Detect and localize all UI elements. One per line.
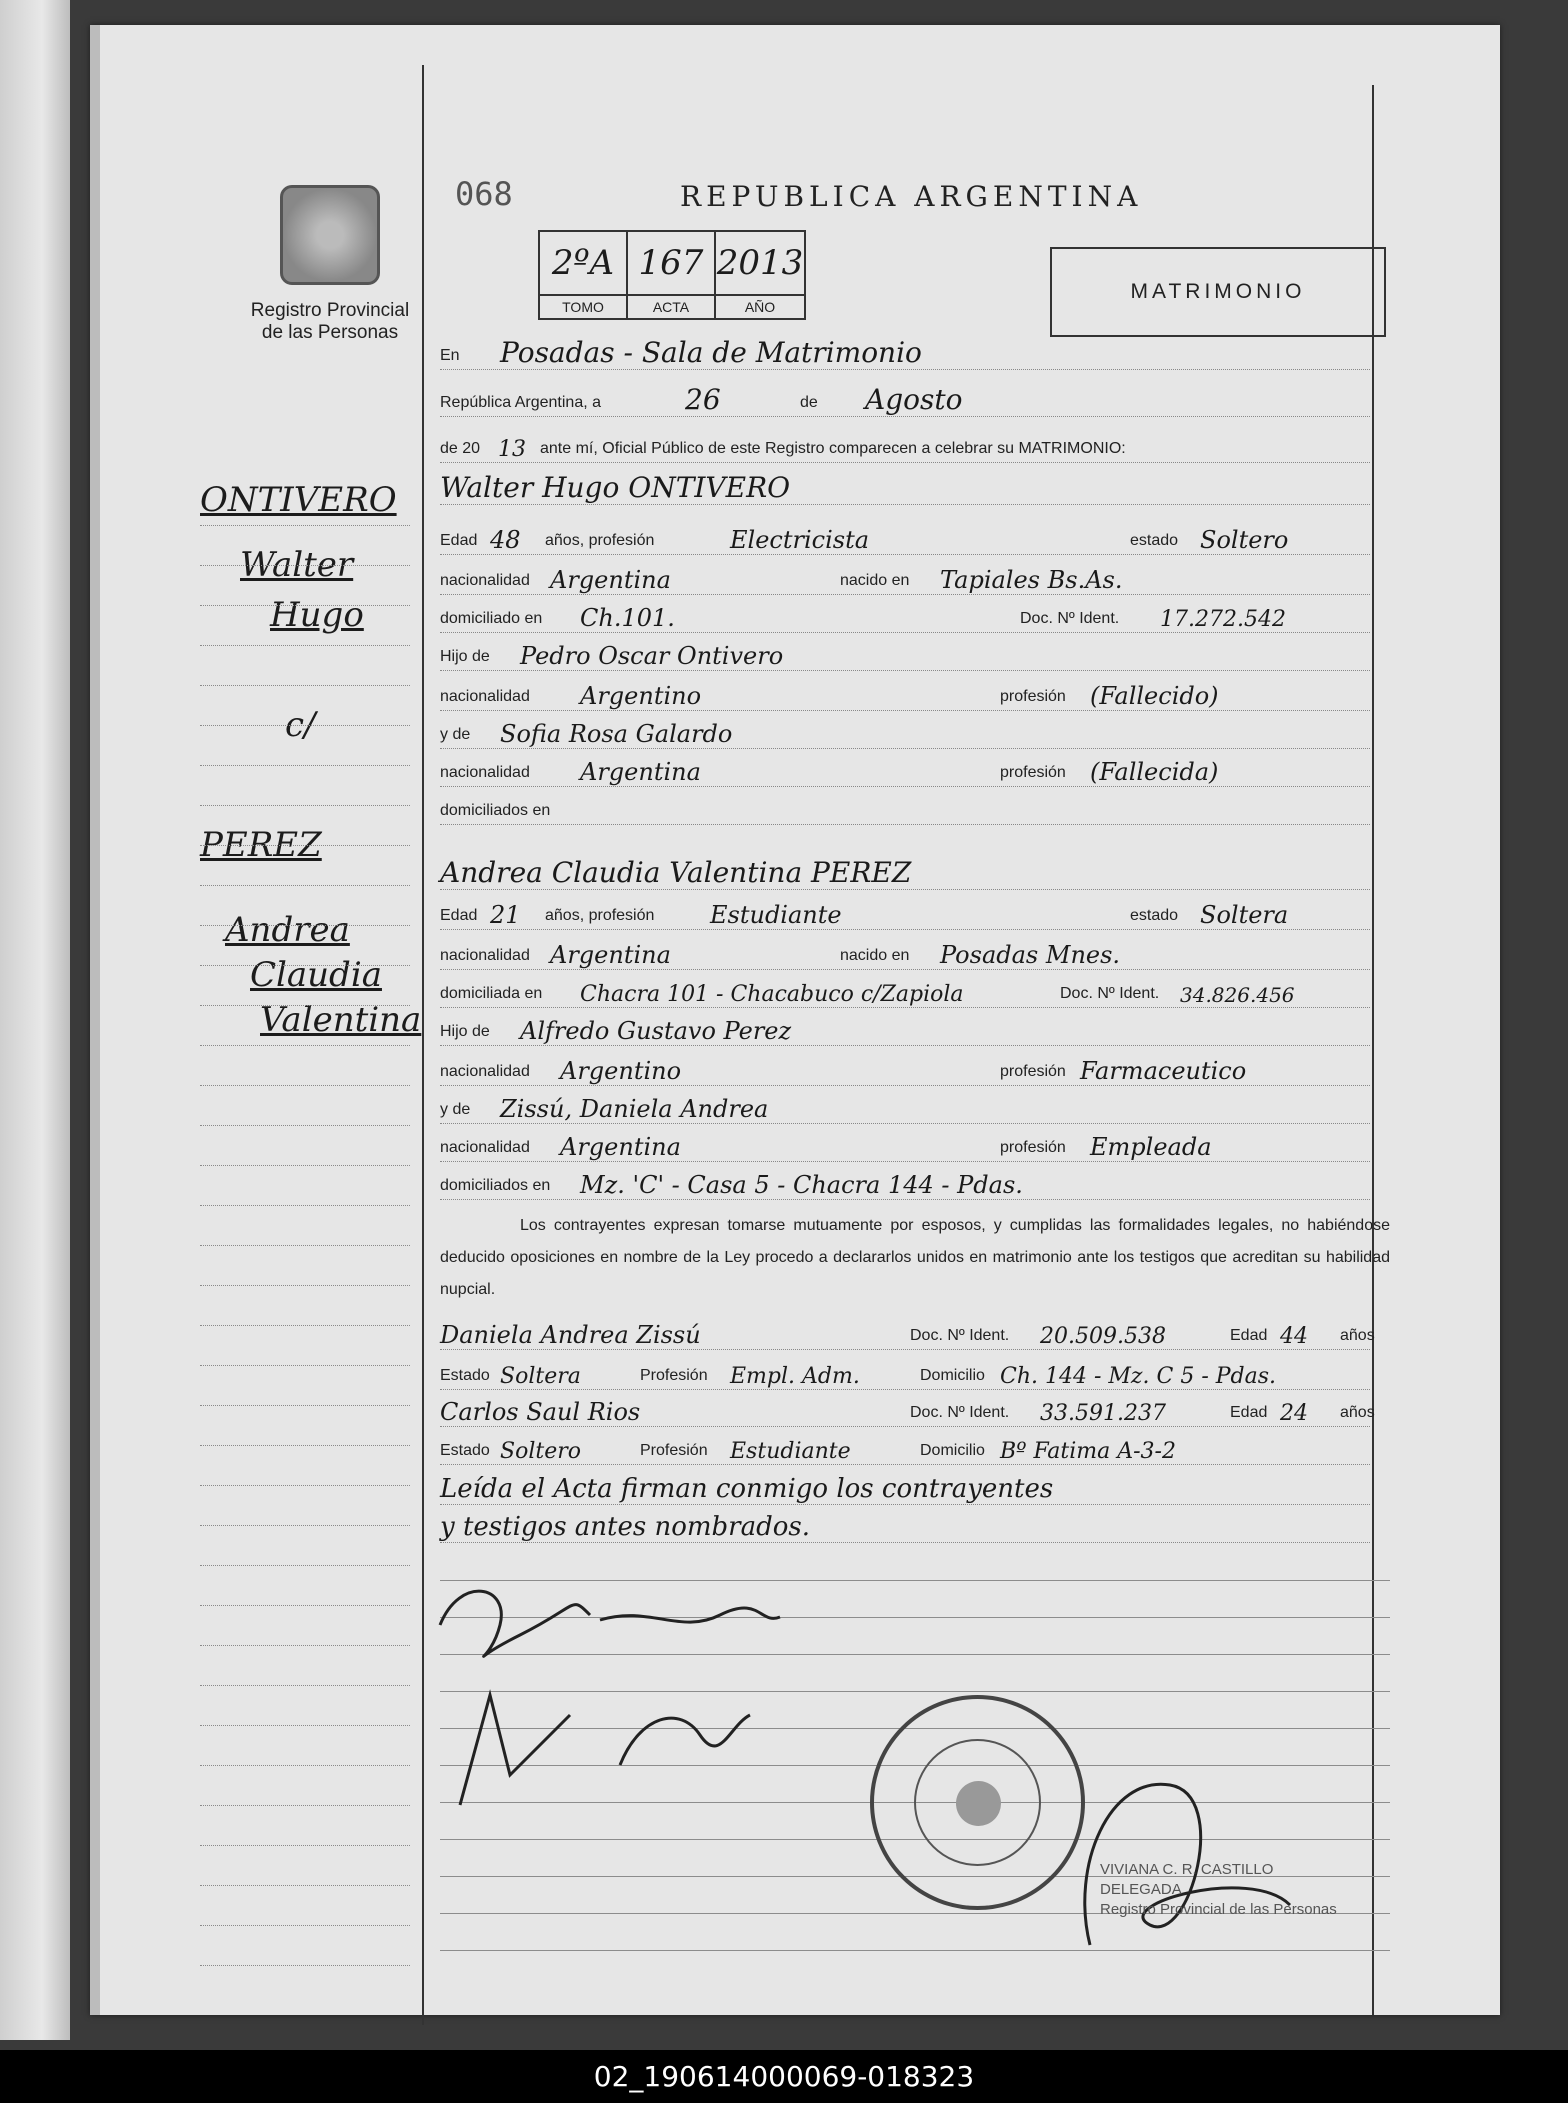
row-groom-name	[440, 465, 1370, 505]
country-title: REPUBLICA ARGENTINA	[680, 180, 1143, 213]
row-groom-father: Hijo de Pedro Oscar Ontivero	[440, 631, 1370, 671]
row-groom-parents-domicile: domiciliados en	[440, 785, 1370, 825]
acta-number: 068	[455, 175, 513, 213]
margin-dotted-line	[200, 1645, 410, 1646]
month-value: Agosto	[865, 383, 963, 416]
margin-bride-name-1: Andrea	[225, 910, 350, 950]
year-value: 13	[498, 437, 526, 462]
day-value: 26	[685, 383, 721, 416]
row-groom-nationality: nacionalidad Argentina nacido en Tapiales Bs.As.	[440, 555, 1370, 595]
margin-dotted-line	[200, 965, 410, 966]
row-witness-2-details: Estado Soltero Profesión Estudiante Domicilio Bº Fatima A-3-2	[440, 1425, 1370, 1465]
declaration-text: Los contrayentes expresan tomarse mutuamente por esposos, y cumplidas las formalidades legales, no habiéndose deducido oposiciones en nombre de la Ley procedo a declararlos unidos en matrimonio ante los testigos que acreditan su habilidad nupcial.	[440, 1217, 1390, 1298]
margin-column	[100, 25, 430, 2015]
row-bride-age: Edad 21 años, profesión Estudiante estado Soltera	[440, 890, 1370, 930]
margin-dotted-line	[200, 1365, 410, 1366]
margin-dotted-line	[200, 1605, 410, 1606]
row-date: República Argentina, a 26 de Agosto	[440, 377, 1370, 417]
witness-1-signature	[460, 1695, 570, 1805]
margin-dotted-line	[200, 645, 410, 646]
place-value: Posadas - Sala de Matrimonio	[500, 336, 922, 369]
row-groom-father-nat: nacionalidad Argentino profesión (Fallecido)	[440, 671, 1370, 711]
margin-bride-name-2: Claudia	[250, 955, 382, 995]
margin-dotted-line	[200, 925, 410, 926]
row-witness-1-details: Estado Soltera Profesión Empl. Adm. Domicilio Ch. 144 - Mz. C 5 - Pdas.	[440, 1350, 1370, 1390]
margin-dotted-line	[200, 1325, 410, 1326]
margin-dotted-line	[200, 725, 410, 726]
binding-spine	[90, 25, 100, 2015]
margin-dotted-line	[200, 1765, 410, 1766]
tomo-box: 2ºA TOMO	[540, 232, 628, 318]
margin-dotted-line	[200, 1925, 410, 1926]
row-bride-nationality: nacionalidad Argentina nacido en Posadas Mnes.	[440, 930, 1370, 970]
register-page	[90, 25, 1500, 2015]
margin-dotted-line	[200, 1045, 410, 1046]
row-witness-2: Carlos Saul Rios Doc. Nº Ident. 33.591.237 Edad 24 años	[440, 1387, 1370, 1427]
row-groom-domicile: domiciliado en Ch.101. Doc. Nº Ident. 17.272.542	[440, 593, 1370, 633]
anio-box: 2013 AÑO	[716, 232, 804, 318]
margin-dotted-line	[200, 1485, 410, 1486]
margin-dotted-line	[200, 1245, 410, 1246]
row-witness-1: Daniela Andrea Zissú Doc. Nº Ident. 20.509.538 Edad 44 años	[440, 1310, 1370, 1350]
row-groom-age: Edad 48 años, profesión Electricista estado Soltero	[440, 515, 1370, 555]
margin-groom-name-1: Walter	[240, 545, 354, 585]
margin-dotted-line	[200, 1285, 410, 1286]
margin-groom-name-2: Hugo	[270, 595, 364, 635]
margin-dotted-line	[200, 565, 410, 566]
margin-dotted-line	[200, 685, 410, 686]
margin-dotted-line	[200, 1525, 410, 1526]
act-type-box: MATRIMONIO	[1050, 247, 1386, 337]
registry-caption: Registro Provincial de las Personas	[250, 300, 410, 343]
margin-groom-surname: ONTIVERO	[200, 480, 397, 520]
margin-dotted-line	[200, 1565, 410, 1566]
row-groom-mother-nat: nacionalidad Argentina profesión (Fallecida)	[440, 747, 1370, 787]
margin-dotted-line	[200, 525, 410, 526]
provincial-coat-of-arms-icon	[280, 185, 380, 285]
margin-bride-surname: PEREZ	[200, 825, 322, 865]
right-rule	[1372, 85, 1374, 2015]
tomo-acta-anio-boxes	[538, 230, 806, 320]
row-appear: de 20 13 ante mí, Oficial Público de este Registro comparecen a celebrar su MATRIMONIO:	[440, 423, 1370, 463]
image-id-footer: 02_190614000069-018323	[0, 2050, 1568, 2103]
margin-dotted-line	[200, 1965, 410, 1966]
margin-dotted-line	[200, 1085, 410, 1086]
row-bride-mother: y de Zissú, Daniela Andrea	[440, 1084, 1370, 1124]
margin-dotted-line	[200, 1165, 410, 1166]
margin-dotted-line	[200, 1005, 410, 1006]
margin-dotted-line	[200, 885, 410, 886]
row-groom-mother: y de Sofia Rosa Galardo	[440, 709, 1370, 749]
acta-box: 167 ACTA	[628, 232, 716, 318]
margin-dotted-line	[200, 845, 410, 846]
officer-stamp-text: VIVIANA C. R. CASTILLO DELEGADA Registro Provincial de las Personas	[1100, 1861, 1337, 1918]
margin-dotted-line	[200, 1805, 410, 1806]
row-bride-name	[440, 840, 1370, 890]
margin-dotted-line	[200, 1845, 410, 1846]
adjacent-page-edge	[0, 0, 70, 2040]
margin-dotted-line	[200, 605, 410, 606]
row-bride-mother-nat: nacionalidad Argentina profesión Empleada	[440, 1122, 1370, 1162]
margin-dotted-line	[200, 1445, 410, 1446]
margin-dotted-line	[200, 805, 410, 806]
row-bride-domicile: domiciliada en Chacra 101 - Chacabuco c/Zapiola Doc. Nº Ident. 34.826.456	[440, 968, 1370, 1008]
bride-signature	[600, 1608, 780, 1622]
margin-connector: c/	[285, 705, 316, 745]
witness-2-signature	[620, 1715, 750, 1765]
margin-bride-name-3: Valentina	[260, 1000, 422, 1040]
groom-signature	[440, 1591, 590, 1656]
row-bride-parents-domicile: domiciliados en Mz. 'C' - Casa 5 - Chacra 144 - Pdas.	[440, 1160, 1370, 1200]
row-bride-father-nat: nacionalidad Argentino profesión Farmaceutico	[440, 1046, 1370, 1086]
margin-dotted-line	[200, 1885, 410, 1886]
margin-dotted-line	[200, 1125, 410, 1126]
margin-dotted-line	[200, 1405, 410, 1406]
margin-dotted-line	[200, 1725, 410, 1726]
margin-dotted-line	[200, 1685, 410, 1686]
row-bride-father: Hijo de Alfredo Gustavo Perez	[440, 1006, 1370, 1046]
row-closing-1: Leída el Acta firman conmigo los contrayentes	[440, 1465, 1370, 1505]
margin-dotted-line	[200, 1205, 410, 1206]
margin-dotted-line	[200, 765, 410, 766]
row-closing-2: y testigos antes nombrados.	[440, 1503, 1370, 1543]
row-place: En Posadas - Sala de Matrimonio	[440, 330, 1370, 370]
bride-full-name: Andrea Claudia Valentina PEREZ	[440, 856, 912, 889]
groom-full-name: Walter Hugo ONTIVERO	[440, 471, 791, 504]
